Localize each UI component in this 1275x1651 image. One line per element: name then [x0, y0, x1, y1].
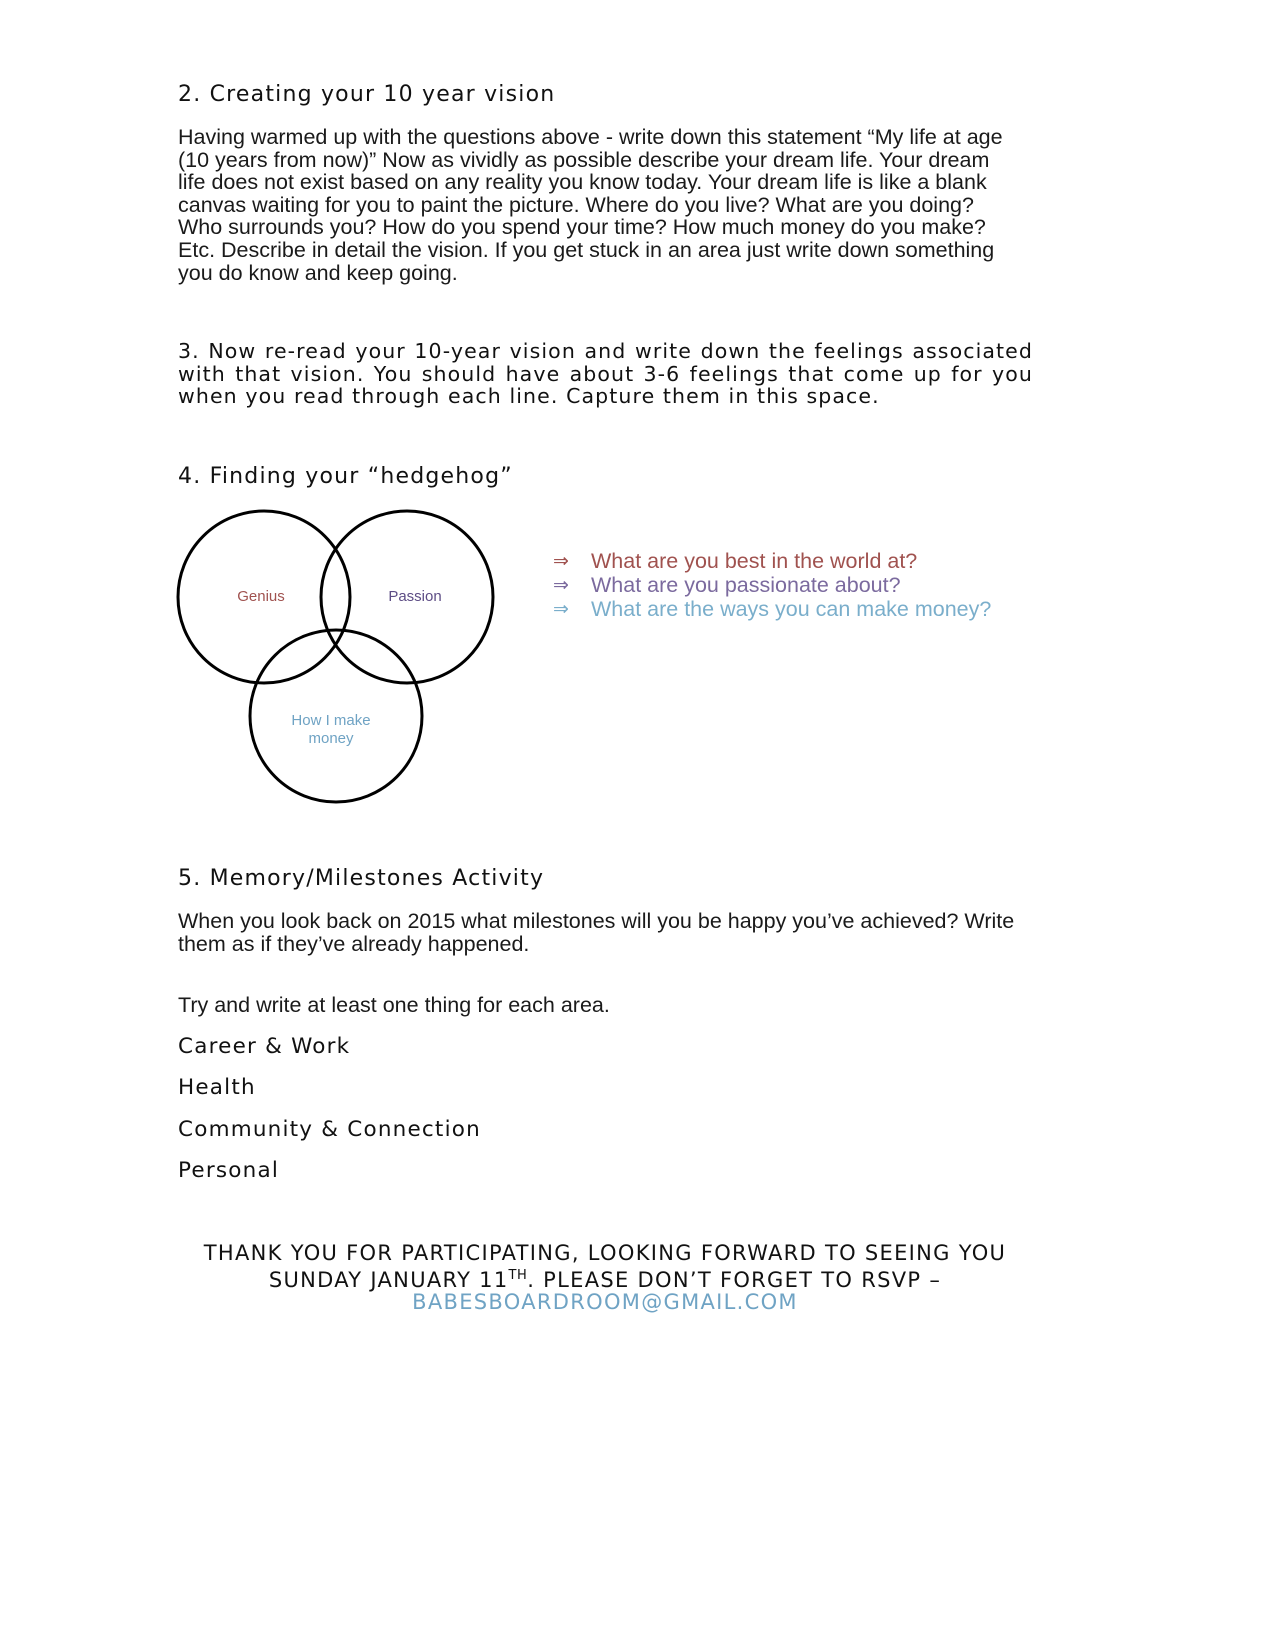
question-text: What are you passionate about?: [591, 572, 901, 597]
area-health: Health: [178, 1075, 256, 1100]
body-line: (10 years from now)” Now as vividly as possible describe your dream life. Your dream: [178, 147, 990, 172]
hedgehog-questions: [553, 549, 991, 621]
section-4-heading: 4. Finding your “hedgehog”: [178, 464, 513, 489]
money-label: [276, 712, 386, 748]
body-line: when you read through each line. Capture them in this space.: [178, 384, 880, 409]
area-career-work: Career & Work: [178, 1034, 351, 1059]
double-arrow-icon: ⇒: [553, 574, 569, 596]
footer-line-1: THANK YOU FOR PARTICIPATING, LOOKING FORWARD TO SEEING YOU: [203, 1241, 1007, 1265]
body-line: with that vision. You should have about 3-6 feelings that come up for you: [178, 361, 1033, 386]
footer-date: SUNDAY JANUARY 11: [268, 1267, 509, 1292]
double-arrow-icon: ⇒: [553, 598, 569, 620]
footer-message: [0, 1242, 1210, 1314]
section-5-body: [178, 910, 1033, 955]
section-2-body: [178, 126, 1033, 284]
question-money: [553, 597, 991, 621]
double-arrow-icon: ⇒: [553, 550, 569, 572]
question-passionate: [553, 573, 991, 597]
body-line: 3. Now re-read your 10-year vision and write down the feelings associated: [178, 339, 1033, 363]
section-5-heading: 5. Memory/Milestones Activity: [178, 866, 545, 891]
body-line: Etc. Describe in detail the vision. If you get stuck in an area just write down something: [178, 237, 995, 262]
section-3-body: [178, 340, 1033, 408]
body-line: them as if they’ve already happened.: [178, 931, 530, 956]
question-text: What are you best in the world at?: [591, 548, 918, 573]
hedgehog-venn-diagram: [170, 505, 510, 810]
body-line: you do know and keep going.: [178, 260, 458, 285]
area-personal: Personal: [178, 1158, 279, 1183]
section-5-instruction: Try and write at least one thing for each area.: [178, 993, 610, 1017]
footer-line-2: [0, 1265, 1210, 1292]
body-line: life does not exist based on any reality you know today. Your dream life is like a blank: [178, 170, 987, 195]
money-label-line: money: [308, 730, 354, 747]
body-line: Who surrounds you? How do you spend your time? How much money do you make?: [178, 215, 986, 240]
passion-label: Passion: [388, 588, 442, 605]
area-community-connection: Community & Connection: [178, 1117, 481, 1142]
body-line: When you look back on 2015 what milestones will you be happy you’ve achieved? Write: [178, 909, 1015, 933]
section-2-heading: 2. Creating your 10 year vision: [178, 82, 556, 107]
body-line: canvas waiting for you to paint the picture. Where do you live? What are you doing?: [178, 192, 974, 217]
question-best-at: [553, 549, 991, 573]
footer-rsvp: . PLEASE DON’T FORGET TO RSVP –: [527, 1267, 942, 1292]
body-line: Having warmed up with the questions above - write down this statement “My life at age: [178, 125, 1003, 149]
genius-label: Genius: [237, 588, 285, 605]
question-text: What are the ways you can make money?: [591, 596, 992, 621]
footer-date-suffix: TH: [508, 1267, 528, 1283]
rsvp-email-link[interactable]: BABESBOARDROOM@GMAIL.COM: [412, 1290, 798, 1315]
money-label-line: How I make: [291, 712, 371, 729]
